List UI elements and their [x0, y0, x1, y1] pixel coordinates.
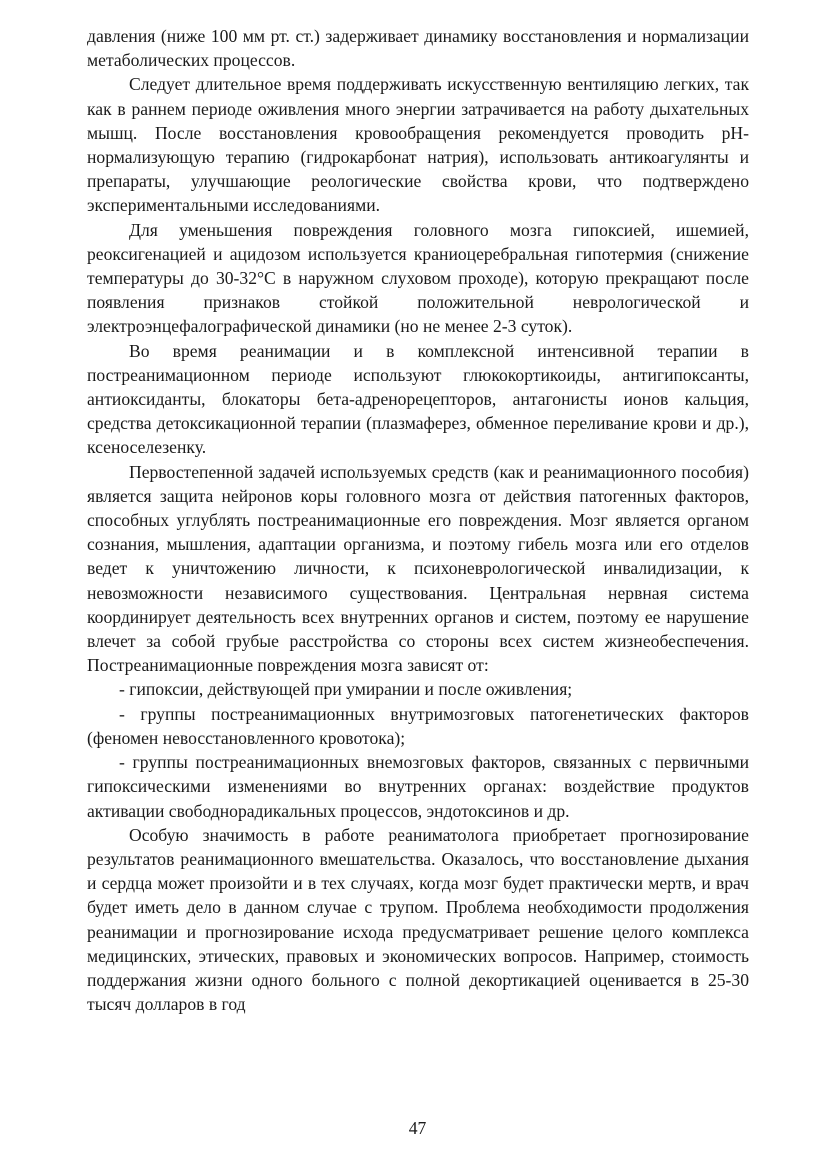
paragraph-brain-protection: Первостепенной задачей используемых средств (как и реанимационного пособия) является защита нейронов коры головного мозга от действия патогенных факторов, способных углублять постреанимационные его повреждения. Мозг является органом сознания, мышления, адаптации организма, и поэтому гибель мозга или его отделов ведет к уничтожению личности, к психоневрологической инвалидизации, к невозможности независимого существования. Центральная нервная система координирует деятельность всех внутренних органов и систем, поэтому ее нарушение влечет за собой грубые расстройства со стороны всех систем жизнеобеспечения. Постреанимационные повреждения мозга зависят от: — [87, 461, 749, 676]
page-number: 47 — [408, 1118, 427, 1138]
paragraph-hypothermia: Для уменьшения повреждения головного мозга гипоксией, ишемией, реоксигенацией и ацидозом используется краниоцеребральная гипотермия (снижение температуры до 30-32°С в наружном слуховом проходе), которую прекращают после появления признаков стойкой положительной неврологической и электроэнцефалографической динамики (но не менее 2-3 суток). — [87, 219, 749, 337]
page-body — [87, 24, 749, 1016]
list-item-hypoxia: - гипоксии, действующей при умирании и после оживления; — [119, 679, 573, 700]
paragraph-prognosis: Особую значимость в работе реаниматолога приобретает прогнозирование результатов реанимационного вмешательства. Оказалось, что восстановление дыхания и сердца может произойти и в тех случаях, когда мозг будет практически мертв, и врач будет иметь дело в данном случае с трупом. Проблема необходимости продолжения реанимации и прогнозирование исхода предусматривает решение целого комплекса медицинских, этических, правовых и экономических вопросов. Например, стоимость поддержания жизни одного больного с полной декортикацией оценивается в 25-30 тысяч долларов в год — [87, 824, 749, 1015]
paragraph-ventilation: Следует длительное время поддерживать искусственную вентиляцию легких, так как в раннем периоде оживления много энергии затрачивается на работу дыхательных мышц. После восстановления кровообращения рекомендуется проводить pH-нормализующую терапию (гидрокарбонат натрия), использовать антикоагулянты и препараты, улучшающие реологические свойства крови, что подтверждено экспериментальными исследованиями. — [87, 74, 749, 216]
paragraph-intensive-therapy: Во время реанимации и в комплексной интенсивной терапии в постреанимационном периоде используют глюкокортикоиды, антигипоксанты, антиоксиданты, блокаторы бета-адренорецепторов, антагонисты ионов кальция, средства детоксикационной терапии (плазмаферез, обменное переливание крови и др.), ксеноселезенку. — [87, 340, 749, 458]
list-item-extracerebral-factors: - группы постреанимационных внемозговых факторов, связанных с первичными гипоксическими изменениями во внутренних органах: воздействие продуктов активации свободнорадикальных процессов, эндотоксинов и др. — [87, 752, 749, 821]
list-item-intracerebral-factors: - группы постреанимационных внутримозговых патогенетических факторов (феномен невосстановленного кровотока); — [87, 703, 749, 748]
paragraph-continuation: давления (ниже 100 мм рт. ст.) задерживает динамику восстановления и нормализации метаболических процессов. — [87, 26, 749, 71]
